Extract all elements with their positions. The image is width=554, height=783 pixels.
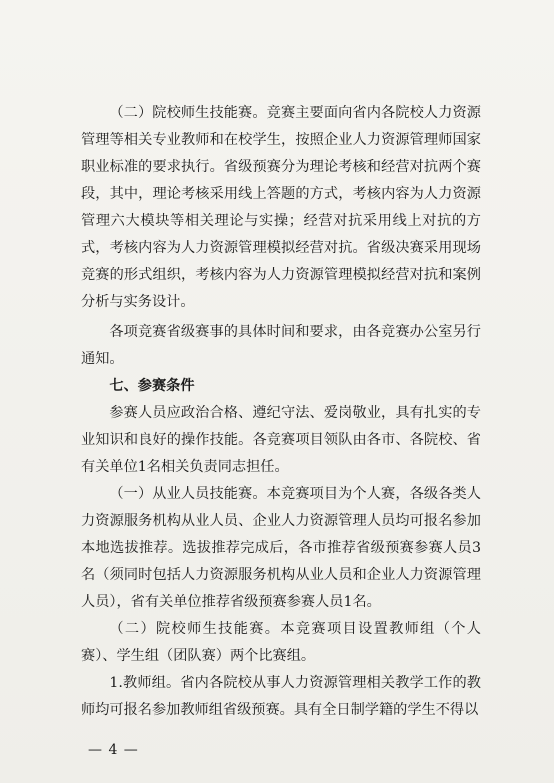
document-body <box>81 100 481 724</box>
paragraph-text: 本竞赛项目设置教师组（个人赛）、学生组（团队赛）两个比赛组。 <box>81 621 481 664</box>
paragraph-teacher-group <box>81 670 481 724</box>
paragraph-eligibility <box>81 400 481 481</box>
paragraph-notice <box>81 319 481 373</box>
paragraph-college-contest <box>81 100 481 316</box>
paragraph-label: （一）从业人员技能赛。 <box>109 486 267 502</box>
paragraph-text: 本竞赛项目为个人赛，各级各类人力资源服务机构从业人员、企业人力资源管理人员均可报名参加本地选拔推荐。选拔推荐完成后，各市推荐省级预赛参赛人员3名（须同时包括人力资源服务机构从业人员和企业人力资源管理人员），省有关单位推荐省级预赛参赛人员1名。 <box>81 486 481 610</box>
paragraph-practitioner-contest <box>81 481 481 616</box>
paragraph-label: （二）院校师生技能赛。 <box>109 105 267 121</box>
page-number: — 4 — <box>88 742 139 758</box>
paragraph-text: 参赛人员应政治合格、遵纪守法、爱岗敬业，具有扎实的专业知识和良好的操作技能。各竞赛项目领队由各市、各院校、省有关单位1名相关负责同志担任。 <box>81 405 481 475</box>
paragraph-text: 省内各院校从事人力资源管理相关教学工作的教师均可报名参加教师组省级预赛。具有全日制学籍的学生不得以 <box>81 675 481 718</box>
paragraph-label: （二）院校师生技能赛。 <box>109 621 281 637</box>
section-heading: 七、参赛条件 <box>109 378 195 394</box>
paragraph-college-groups <box>81 616 481 670</box>
paragraph-text: 各项竞赛省级赛事的具体时间和要求，由各竞赛办公室另行通知。 <box>81 324 481 367</box>
paragraph-text: 竞赛主要面向省内各院校人力资源管理等相关专业教师和在校学生，按照企业人力资源管理师国家职业标准的要求执行。省级预赛分为理论考核和经营对抗两个赛段，其中，理论考核采用线上答题的方式，考核内容为人力资源管理六大模块等相关理论与实操；经营对抗采用线上对抗的方式，考核内容为人力资源管理模拟经营对抗。省级决赛采用现场竞赛的形式组织，考核内容为人力资源管理模拟经营对抗和案例分析与实务设计。 <box>81 105 481 310</box>
paragraph-label: 1.教师组。 <box>109 675 181 691</box>
